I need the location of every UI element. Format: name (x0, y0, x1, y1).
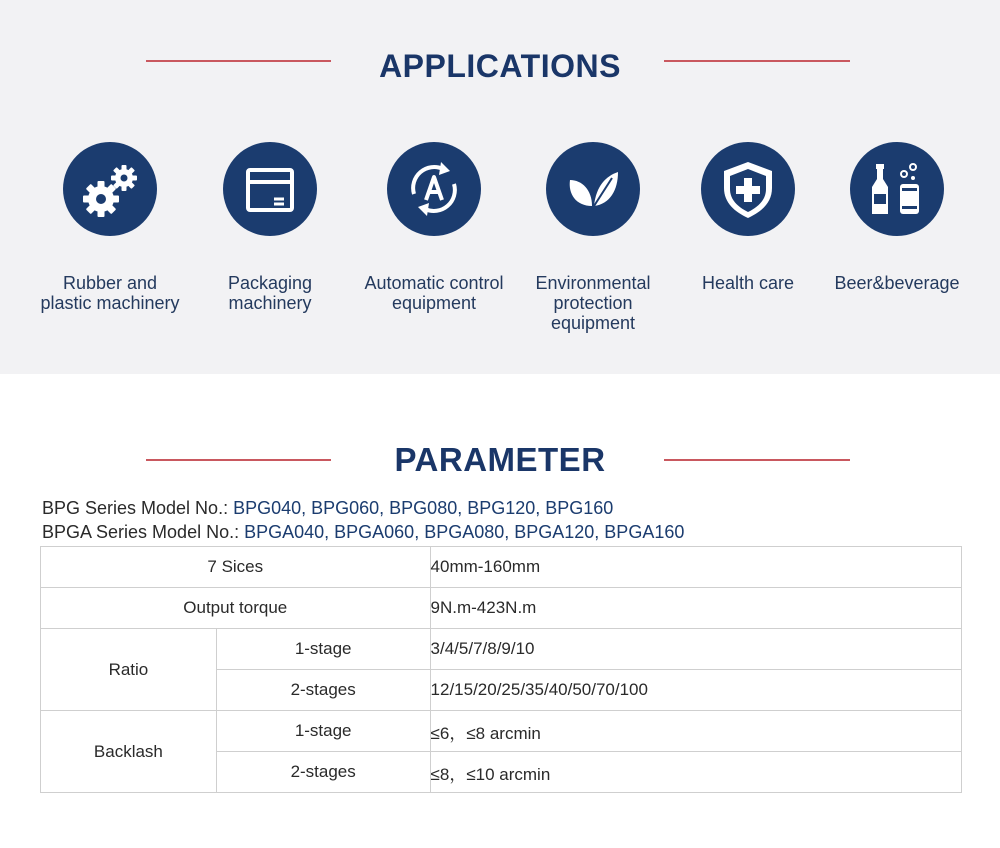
app-item-environmental (513, 142, 673, 333)
ratio-stage-1: 1-stage (216, 629, 430, 670)
app-label: Rubber and plastic machinery (40, 273, 180, 313)
table-row (41, 711, 962, 752)
backlash-stage-2: 2-stages (216, 752, 430, 793)
sizes-value: 40mm-160mm (430, 547, 961, 588)
gears-icon (63, 142, 157, 236)
leaves-icon (546, 142, 640, 236)
app-item-beer-beverage (817, 142, 977, 293)
backlash-stage-1: 1-stage (216, 711, 430, 752)
bottle-can-icon (850, 142, 944, 236)
shield-cross-icon (701, 142, 795, 236)
ratio-value-1: 3/4/5/7/8/9/10 (430, 629, 961, 670)
applications-section (0, 0, 1000, 374)
parameter-table (40, 546, 962, 793)
bpga-series-models (42, 522, 684, 543)
ratio-label: Ratio (41, 629, 217, 711)
app-label: Health care (701, 273, 795, 293)
bpga-series-prefix: BPGA Series Model No.: (42, 522, 245, 542)
automatic-cycle-icon (387, 142, 481, 236)
backlash-value-1: ≤6，≤8 arcmin (430, 711, 961, 752)
table-row (41, 629, 962, 670)
app-label: Packaging machinery (227, 273, 313, 313)
box-icon (223, 142, 317, 236)
app-item-packaging (190, 142, 350, 313)
bpga-series-model-list: BPGA040, BPGA060, BPGA080, BPGA120, BPGA160 (244, 522, 685, 542)
bpg-series-prefix: BPG Series Model No.: (42, 498, 234, 518)
ratio-value-2: 12/15/20/25/35/40/50/70/100 (430, 670, 961, 711)
app-item-health-care (668, 142, 828, 293)
app-item-automatic-control (354, 142, 514, 313)
ratio-stage-2: 2-stages (216, 670, 430, 711)
torque-value: 9N.m-423N.m (430, 588, 961, 629)
parameter-title: PARAMETER (394, 441, 606, 478)
bpg-series-models (42, 498, 613, 519)
table-row (41, 588, 962, 629)
app-label: Automatic control equipment (364, 273, 504, 313)
applications-title: APPLICATIONS (379, 48, 621, 84)
app-label: Environmental protection equipment (535, 273, 651, 333)
backlash-label: Backlash (41, 711, 217, 793)
table-row (41, 547, 962, 588)
bpg-series-model-list: BPG040, BPG060, BPG080, BPG120, BPG160 (233, 498, 614, 518)
app-label: Beer&beverage (834, 273, 960, 293)
backlash-value-2: ≤8，≤10 arcmin (430, 752, 961, 793)
sizes-label: 7 Sices (41, 547, 431, 588)
torque-label: Output torque (41, 588, 431, 629)
app-item-rubber-plastic (30, 142, 190, 313)
